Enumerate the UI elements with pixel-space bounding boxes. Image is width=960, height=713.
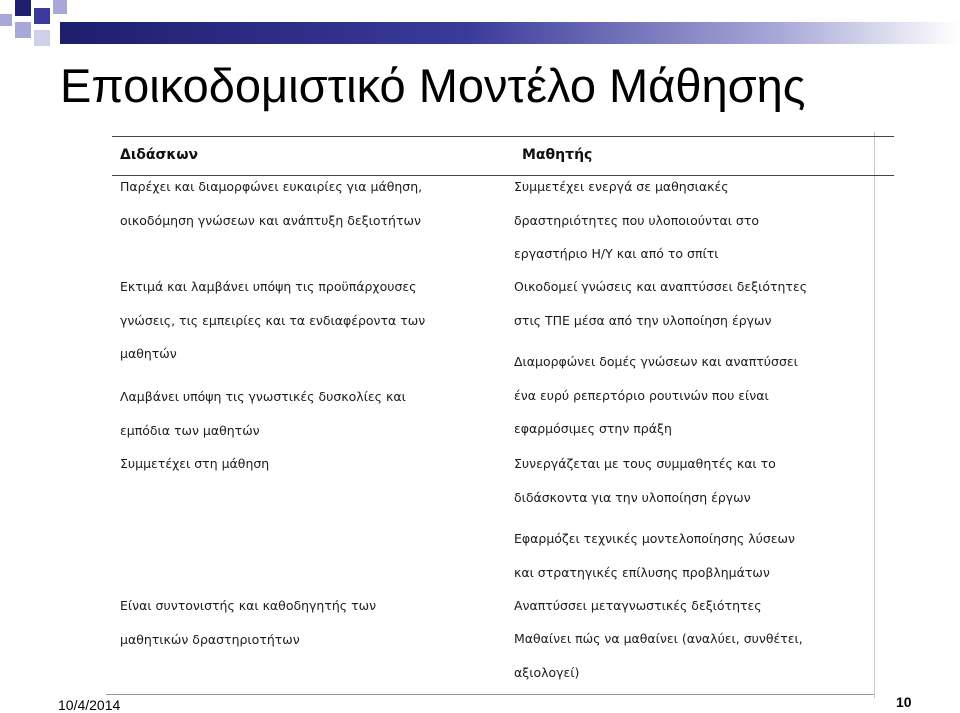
- teacher-cell-5: Είναι συντονιστής και καθοδηγητής των μαθητικών δραστηριοτήτων: [120, 598, 377, 647]
- corner-square-4: [34, 30, 50, 46]
- corner-square-6: [53, 0, 67, 14]
- student-cell-3: Διαμορφώνει δομές γνώσεων και αναπτύσσει ένα ευρύ ρεπερτόριο ρουτινών που είναι εφαρμόσιμες στην πράξη: [514, 354, 798, 436]
- header-student: Μαθητής: [514, 137, 894, 176]
- corner-square-3: [15, 22, 31, 38]
- slide-date: 10/4/2014: [58, 697, 121, 713]
- table-body: [106, 132, 874, 698]
- teacher-cell-1: Παρέχει και διαμορφώνει ευκαιρίες για μάθηση, οικοδόμηση γνώσεων και ανάπτυξη δεξιοτήτων: [120, 179, 423, 228]
- corner-square-1: [15, 0, 31, 16]
- student-cell-6: Αναπτύσσει μεταγνωστικές δεξιότητες: [514, 598, 762, 613]
- corner-square-5: [0, 14, 12, 26]
- student-cell-4: Συνεργάζεται με τους συμμαθητές και το διδάσκοντα για την υλοποίηση έργων: [514, 456, 776, 505]
- student-cell-5: Εφαρμόζει τεχνικές μοντελοποίησης λύσεων και στρατηγικές επίλυσης προβλημάτων: [514, 531, 795, 580]
- roles-table-image: [106, 132, 875, 698]
- slide-title: Εποικοδομιστικό Μοντέλο Μάθησης: [60, 59, 806, 112]
- page-number: 10: [896, 694, 912, 710]
- teacher-cell-3: Λαμβάνει υπόψη τις γνωστικές δυσκολίες και εμπόδια των μαθητών: [120, 389, 406, 438]
- title-bar-gradient: [60, 22, 960, 44]
- student-cell-1: Συμμετέχει ενεργά σε μαθησιακές δραστηριότητες που υλοποιούνται στο εργαστήριο Η/Υ και από το σπίτι: [514, 179, 760, 261]
- teacher-cell-2: Εκτιμά και λαμβάνει υπόψη τις προϋπάρχουσες γνώσεις, τις εμπειρίες και τα ενδιαφέροντα των μαθητών: [120, 279, 426, 361]
- student-cell-7: Μαθαίνει πώς να μαθαίνει (αναλύει, συνθέτει, αξιολογεί): [514, 631, 803, 680]
- header-teacher: Διδάσκων: [112, 137, 514, 176]
- teacher-cell-4: Συμμετέχει στη μάθηση: [120, 456, 270, 471]
- footer-divider: [106, 694, 874, 695]
- corner-square-2: [34, 8, 50, 24]
- student-cell-2: Οικοδομεί γνώσεις και αναπτύσσει δεξιότητες στις ΤΠΕ μέσα από την υλοποίηση έργων: [514, 279, 808, 328]
